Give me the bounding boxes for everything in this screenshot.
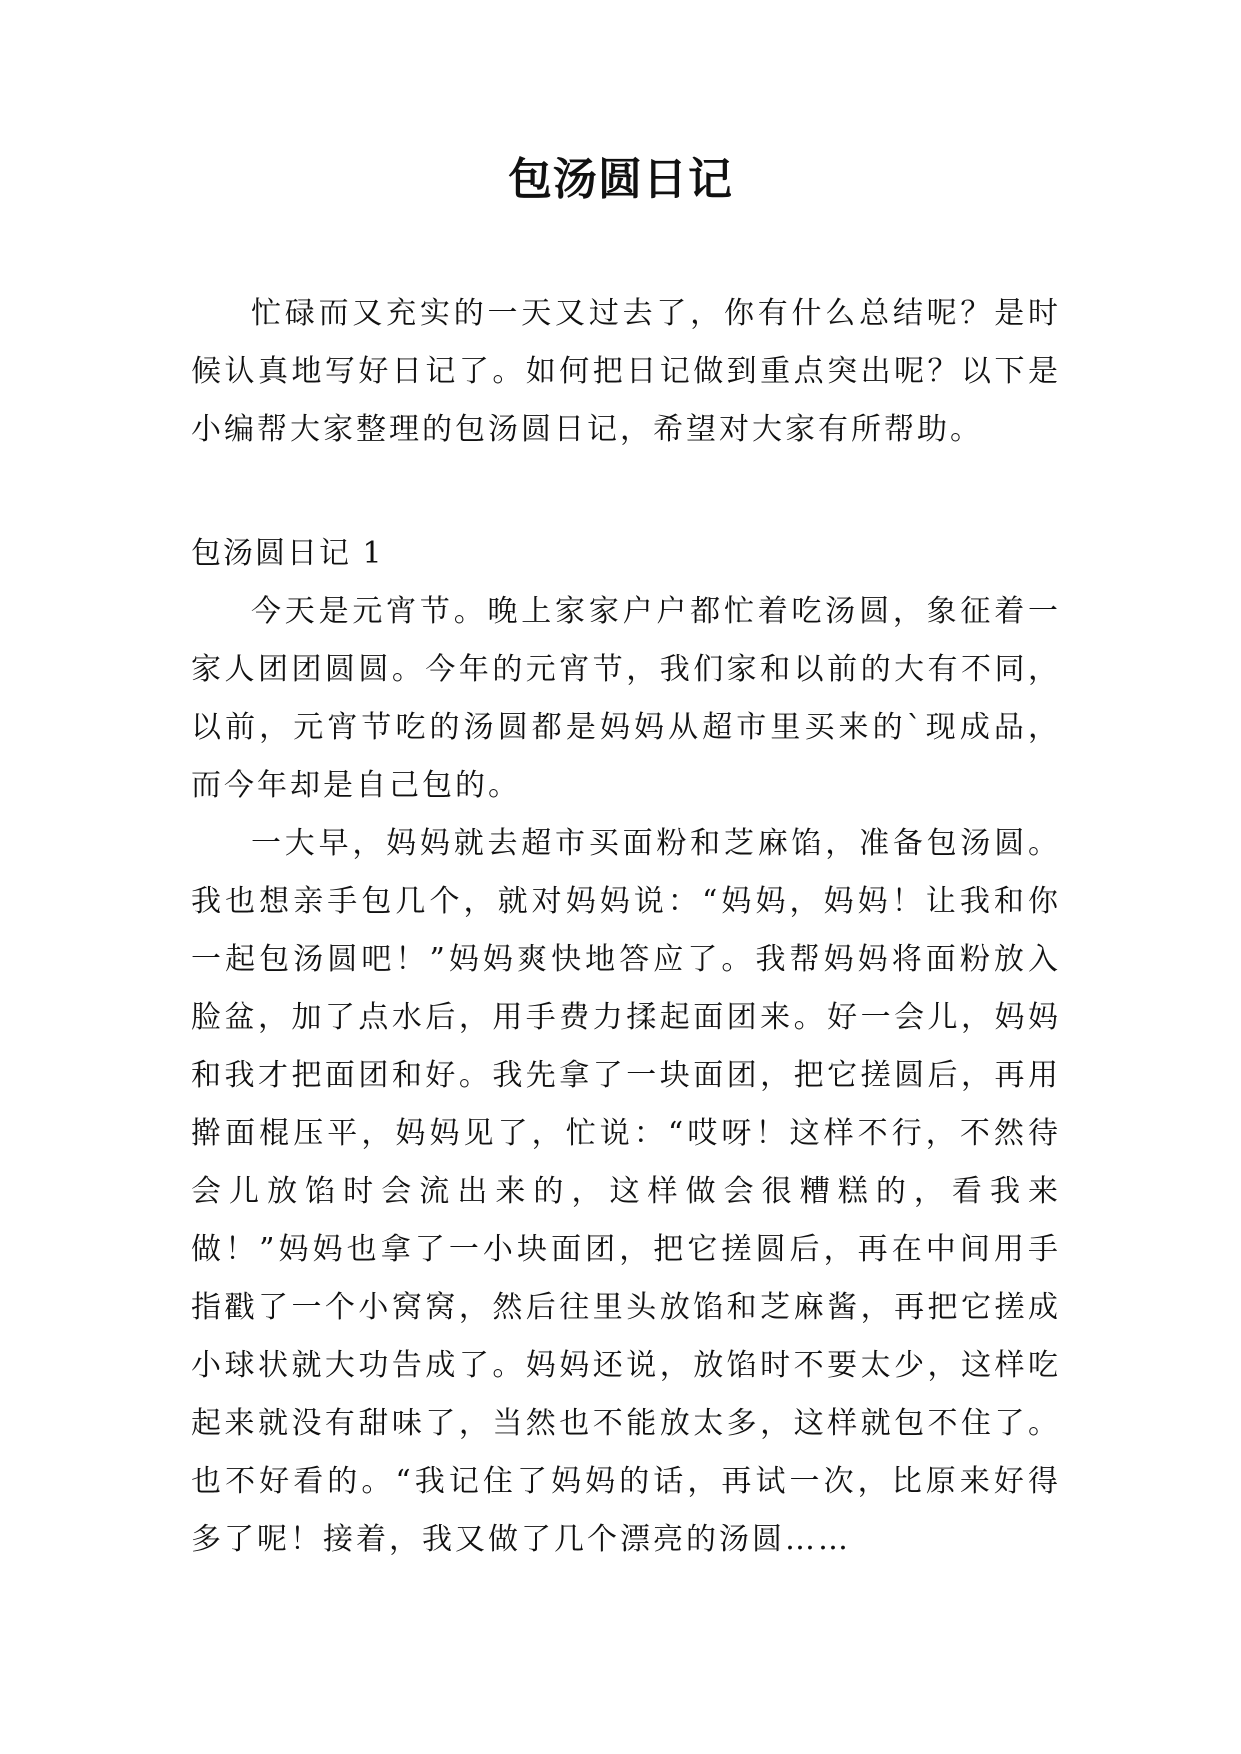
section-paragraph-1: 今天是元宵节。晚上家家户户都忙着吃汤圆，象征着一家人团团圆圆。今年的元宵节，我们家和以前的大有不同，以前，元宵节吃的汤圆都是妈妈从超市里买来的`现成品，而今年却是自己包的。 [191,594,1061,803]
diary-section [191,525,1061,1569]
document-title: 包汤圆日记 [508,154,733,205]
intro-block [191,285,1061,459]
section-paragraph-2: 一大早，妈妈就去超市买面粉和芝麻馅，准备包汤圆。我也想亲手包几个，就对妈妈说：“妈妈，妈妈！让我和你一起包汤圆吧！”妈妈爽快地答应了。我帮妈妈将面粉放入脸盆，加了点水后，用手费力揉起面团来。好一会儿，妈妈和我才把面团和好。我先拿了一块面团，把它搓圆后，再用擀面棍压平，妈妈见了，忙说：“哎呀！这样不行，不然待会儿放馅时会流出来的，这样做会很糟糕的，看我来做！”妈妈也拿了一小块面团，把它搓圆后，再在中间用手指戳了一个小窝窝，然后往里头放馅和芝麻酱，再把它搓成小球状就大功告成了。妈妈还说，放馅时不要太少，这样吃起来就没有甜味了，当然也不能放太多，这样就包不住了。也不好看的。“我记住了妈妈的话，再试一次，比原来好得多了呢！接着，我又做了几个漂亮的汤圆…… [191,826,1061,1557]
intro-paragraph: 忙碌而又充实的一天又过去了，你有什么总结呢？是时候认真地写好日记了。如何把日记做到重点突出呢？以下是小编帮大家整理的包汤圆日记，希望对大家有所帮助。 [191,296,1061,447]
section-heading: 包汤圆日记 1 [191,536,384,571]
